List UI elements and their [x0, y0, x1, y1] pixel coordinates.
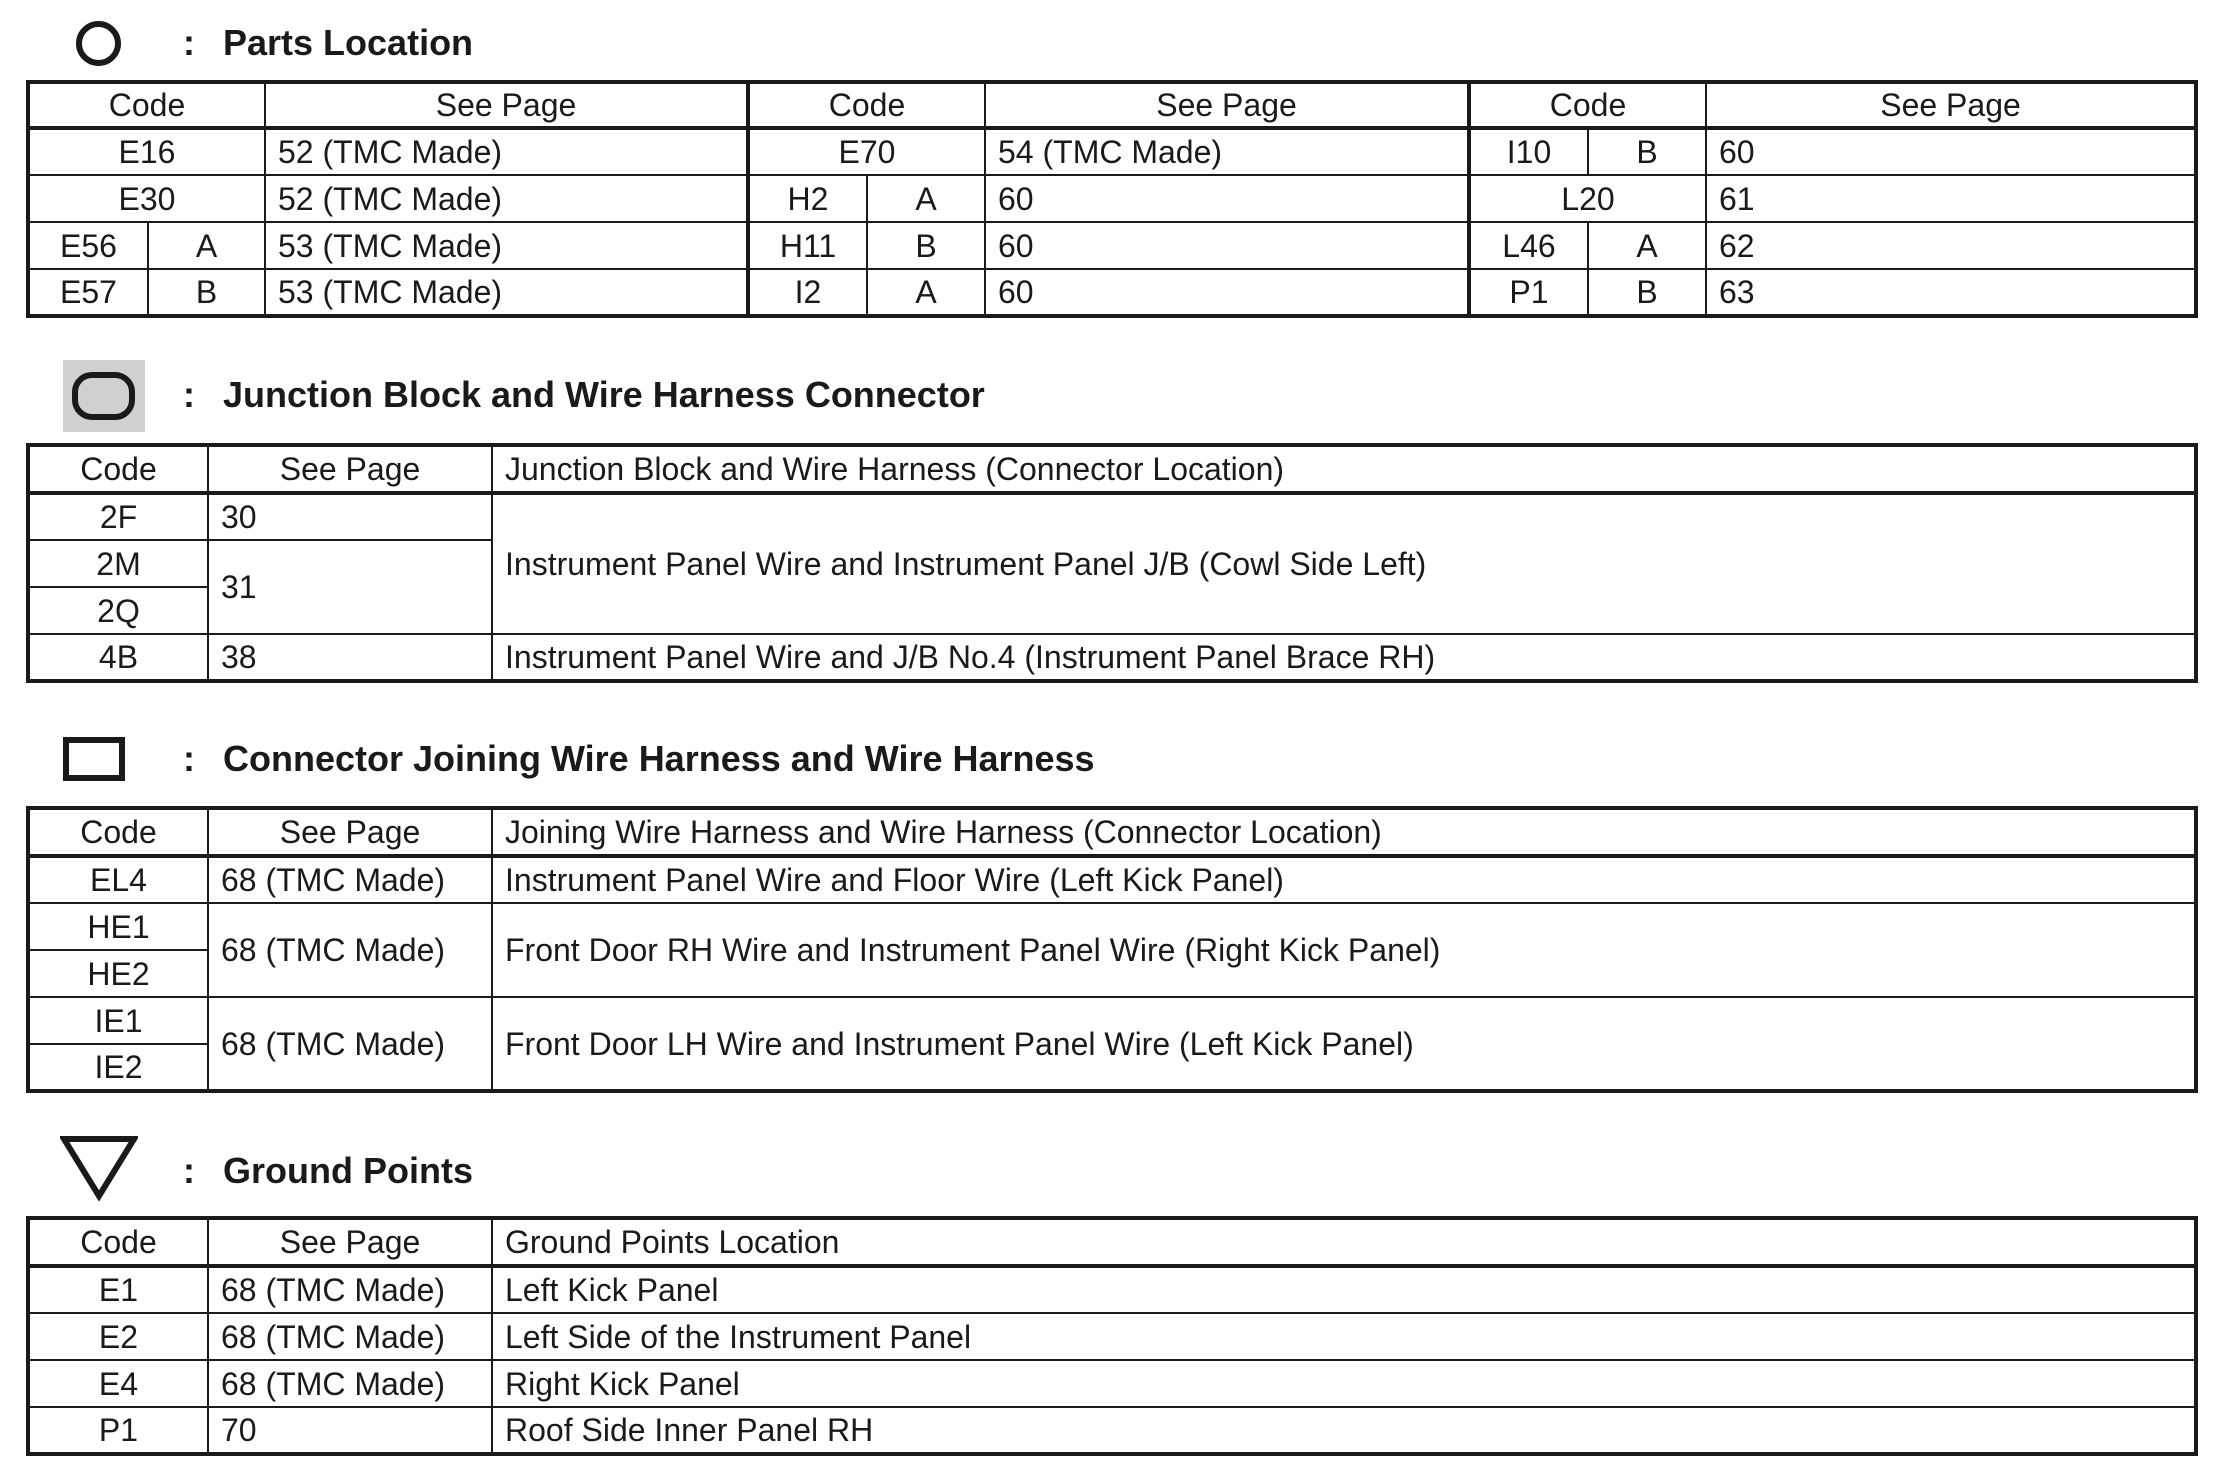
table-header-row: [28, 1218, 2196, 1266]
location-cell: Left Kick Panel: [492, 1266, 2196, 1313]
table-row: [28, 997, 2196, 1044]
location-cell: Front Door LH Wire and Instrument Panel Wire (Left Kick Panel): [492, 997, 2196, 1091]
page-cell: 68 (TMC Made): [208, 1360, 492, 1407]
column-header: Code: [28, 808, 208, 856]
page-cell: 62: [1706, 222, 2196, 269]
location-cell: Right Kick Panel: [492, 1360, 2196, 1407]
column-header: Ground Points Location: [492, 1218, 2196, 1266]
page-cell: 60: [1706, 128, 2196, 175]
page-cell: 70: [208, 1407, 492, 1454]
table-row: [28, 1360, 2196, 1407]
section-colon: :: [183, 738, 195, 779]
section-title: Junction Block and Wire Harness Connector: [223, 374, 985, 415]
code-cell: I2: [748, 269, 867, 316]
code-cell: H2: [748, 175, 867, 222]
page-cell: 31: [208, 540, 492, 634]
connector-joining-table: [26, 806, 2198, 1093]
page-cell: 68 (TMC Made): [208, 1266, 492, 1313]
code-cell: EL4: [28, 856, 208, 903]
column-header: Code: [28, 445, 208, 493]
parts-location-header: [0, 2, 1400, 82]
table-row: [28, 128, 2196, 175]
location-cell: Roof Side Inner Panel RH: [492, 1407, 2196, 1454]
code-cell: IE2: [28, 1044, 208, 1091]
table-row: [28, 856, 2196, 903]
code-cell: E16: [28, 128, 265, 175]
code-cell: L20: [1469, 175, 1706, 222]
page-cell: 63: [1706, 269, 2196, 316]
code-cell: I10: [1469, 128, 1588, 175]
connector-sub-cell: A: [1588, 222, 1706, 269]
column-header: See Page: [208, 808, 492, 856]
page-cell: 68 (TMC Made): [208, 997, 492, 1091]
code-cell: HE2: [28, 950, 208, 997]
ground-points-table: [26, 1216, 2198, 1456]
code-cell: 4B: [28, 634, 208, 681]
column-header: See Page: [1706, 82, 2196, 128]
column-header: See Page: [208, 1218, 492, 1266]
code-cell: 2Q: [28, 587, 208, 634]
code-cell: E4: [28, 1360, 208, 1407]
connector-sub-cell: A: [867, 269, 985, 316]
table-row: [28, 1313, 2196, 1360]
column-header: See Page: [265, 82, 748, 128]
connector-sub-cell: B: [867, 222, 985, 269]
parts-location-table: [26, 80, 2198, 318]
table-row: [28, 634, 2196, 681]
location-cell: Instrument Panel Wire and Instrument Panel J/B (Cowl Side Left): [492, 493, 2196, 634]
page-cell: 60: [985, 222, 1469, 269]
section-title: Connector Joining Wire Harness and Wire Harness: [223, 738, 1095, 779]
page-cell: 52 (TMC Made): [265, 175, 748, 222]
code-cell: E57: [28, 269, 148, 316]
column-header: Junction Block and Wire Harness (Connector Location): [492, 445, 2196, 493]
circle-icon: [76, 21, 121, 66]
code-cell: E70: [748, 128, 985, 175]
page-cell: 60: [985, 175, 1469, 222]
junction-block-header: [0, 352, 1400, 432]
code-cell: HE1: [28, 903, 208, 950]
page-cell: 68 (TMC Made): [208, 903, 492, 997]
table-header-row: [28, 445, 2196, 493]
connector-sub-cell: B: [1588, 128, 1706, 175]
connector-sub-cell: A: [867, 175, 985, 222]
page-cell: 30: [208, 493, 492, 540]
page-cell: 53 (TMC Made): [265, 269, 748, 316]
location-cell: Front Door RH Wire and Instrument Panel Wire (Right Kick Panel): [492, 903, 2196, 997]
code-cell: L46: [1469, 222, 1588, 269]
location-cell: Instrument Panel Wire and J/B No.4 (Instrument Panel Brace RH): [492, 634, 2196, 681]
column-header: Code: [28, 1218, 208, 1266]
rectangle-icon: [63, 737, 125, 781]
table-header-row: [28, 82, 2196, 128]
column-header: Code: [748, 82, 985, 128]
table-row: [28, 175, 2196, 222]
junction-block-table: [26, 443, 2198, 683]
page-cell: 54 (TMC Made): [985, 128, 1469, 175]
code-cell: E30: [28, 175, 265, 222]
connector-sub-cell: A: [148, 222, 265, 269]
page-cell: 68 (TMC Made): [208, 1313, 492, 1360]
column-header: Code: [28, 82, 265, 128]
table-row: [28, 493, 2196, 540]
column-header: Code: [1469, 82, 1706, 128]
location-cell: Left Side of the Instrument Panel: [492, 1313, 2196, 1360]
code-cell: H11: [748, 222, 867, 269]
page-cell: 61: [1706, 175, 2196, 222]
code-cell: 2M: [28, 540, 208, 587]
column-header: See Page: [208, 445, 492, 493]
page-cell: 60: [985, 269, 1469, 316]
rounded-rectangle-icon: [72, 372, 135, 420]
connector-sub-cell: B: [1588, 269, 1706, 316]
code-cell: E2: [28, 1313, 208, 1360]
section-title: Parts Location: [223, 22, 474, 63]
location-cell: Instrument Panel Wire and Floor Wire (Left Kick Panel): [492, 856, 2196, 903]
table-row: [28, 1266, 2196, 1313]
table-row: [28, 269, 2196, 316]
table-row: [28, 222, 2196, 269]
code-cell: 2F: [28, 493, 208, 540]
code-cell: E56: [28, 222, 148, 269]
table-row: [28, 903, 2196, 950]
column-header: See Page: [985, 82, 1469, 128]
connector-joining-header: [0, 716, 1400, 796]
section-colon: :: [183, 1150, 195, 1191]
ground-points-header: [0, 1128, 1400, 1208]
down-triangle-icon: [60, 1135, 138, 1201]
page-cell: 38: [208, 634, 492, 681]
page-cell: 52 (TMC Made): [265, 128, 748, 175]
table-header-row: [28, 808, 2196, 856]
code-cell: P1: [28, 1407, 208, 1454]
connector-sub-cell: B: [148, 269, 265, 316]
section-colon: :: [183, 22, 195, 63]
table-row: [28, 1407, 2196, 1454]
page-cell: 68 (TMC Made): [208, 856, 492, 903]
code-cell: E1: [28, 1266, 208, 1313]
page-cell: 53 (TMC Made): [265, 222, 748, 269]
code-cell: P1: [1469, 269, 1588, 316]
section-colon: :: [183, 374, 195, 415]
section-title: Ground Points: [223, 1150, 473, 1191]
column-header: Joining Wire Harness and Wire Harness (Connector Location): [492, 808, 2196, 856]
code-cell: IE1: [28, 997, 208, 1044]
